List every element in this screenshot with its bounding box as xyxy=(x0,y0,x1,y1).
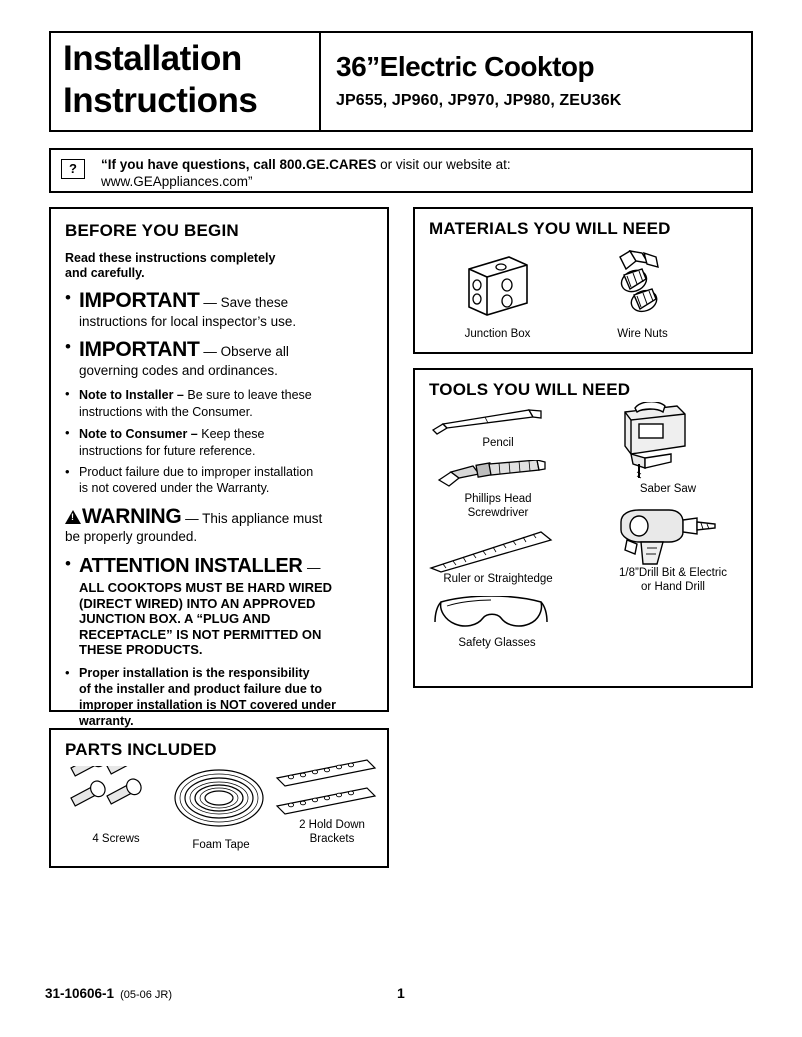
tools-label-safety-glasses: Safety Glasses xyxy=(458,637,536,649)
product-title: 36”Electric Cooktop xyxy=(336,51,595,82)
attention-installer-block xyxy=(65,555,375,658)
wire-nuts-icon xyxy=(600,249,680,321)
parts-label-brackets-line1: 2 Hold Down xyxy=(299,819,365,831)
footer-revision: (05-06 JR) xyxy=(120,989,173,1001)
before-you-begin-panel xyxy=(49,207,389,728)
note-consumer-label: Note to Consumer – xyxy=(79,427,198,441)
pencil-icon xyxy=(429,408,549,436)
important-rest-1: Save these xyxy=(216,295,289,310)
warning-text: This appliance must xyxy=(198,511,323,526)
parts-panel xyxy=(49,728,389,868)
note-installer-text: Be sure to leave these xyxy=(183,388,312,402)
footer-code: 31-10606-1 xyxy=(45,986,115,1001)
attention-caps-line-2: (DIRECT WIRED) INTO AN APPROVED xyxy=(79,595,316,611)
bullet-icon: • xyxy=(65,464,70,479)
questions-website: www.GEAppliances.com” xyxy=(101,174,253,189)
proper-install-line-2: of the installer and product failure due to xyxy=(79,681,323,696)
screwdriver-icon xyxy=(433,460,553,494)
product-failure-line2: is not covered under the Warranty. xyxy=(79,481,270,495)
tools-label-drill-line2: or Hand Drill xyxy=(641,581,705,593)
bullet-icon: • xyxy=(65,554,71,573)
header-title-block xyxy=(51,33,321,130)
tools-label-saber-saw: Saber Saw xyxy=(639,483,697,495)
before-subtitle-line2: and carefully. xyxy=(65,266,145,280)
before-you-begin-title: BEFORE YOU BEGIN xyxy=(65,221,239,240)
tools-label-pencil: Pencil xyxy=(482,437,514,449)
materials-label-wire-nuts: Wire Nuts xyxy=(617,328,668,340)
list-item xyxy=(65,289,375,330)
attention-installer-title: ATTENTION INSTALLER xyxy=(79,555,303,577)
parts-label-brackets-line2: Brackets xyxy=(309,833,355,845)
note-installer-label: Note to Installer – xyxy=(79,388,184,402)
bullet-icon: • xyxy=(65,386,70,401)
warning-block xyxy=(65,505,375,545)
warning-triangle-icon xyxy=(65,510,81,524)
note-installer-cont: instructions with the Consumer. xyxy=(79,405,253,419)
materials-panel xyxy=(413,207,753,354)
questions-text-bold: “If you have questions, call 800.GE.CARES xyxy=(101,157,377,172)
tools-label-ruler: Ruler or Straightedge xyxy=(443,573,553,585)
document-header xyxy=(49,31,753,132)
important-rest-2: Observe all xyxy=(216,344,289,359)
header-title-line2: Instructions xyxy=(63,81,258,120)
list-item xyxy=(65,464,375,496)
important-dash-2: — xyxy=(199,344,217,359)
warning-dash: — xyxy=(181,511,199,526)
parts-title: PARTS INCLUDED xyxy=(65,740,217,759)
product-failure-line1: Product failure due to improper installation xyxy=(79,465,314,479)
question-mark-icon: ? xyxy=(61,159,85,179)
attention-caps-line-4: RECEPTACLE” IS NOT PERMITTED ON xyxy=(79,626,322,642)
tools-panel xyxy=(413,368,753,688)
questions-text-rest: or visit our website at: xyxy=(376,157,511,172)
tools-label-drill-line1: 1/8”Drill Bit & Electric xyxy=(619,567,727,579)
important-label-1: IMPORTANT xyxy=(79,289,200,312)
hold-down-brackets-icon xyxy=(273,758,383,820)
document-footer xyxy=(45,985,757,1007)
foam-tape-icon xyxy=(171,766,271,830)
materials-label-junction-box: Junction Box xyxy=(464,328,531,340)
important-cont-1: instructions for local inspector’s use. xyxy=(79,314,297,329)
materials-title: MATERIALS YOU WILL NEED xyxy=(429,219,671,238)
tools-label-screwdriver-line2: Screwdriver xyxy=(467,507,529,519)
ruler-icon xyxy=(425,528,565,574)
list-item xyxy=(65,338,375,379)
bullet-icon: • xyxy=(65,288,71,307)
safety-glasses-icon xyxy=(433,596,553,636)
note-consumer-text: Keep these xyxy=(197,427,265,441)
questions-text xyxy=(101,156,743,190)
proper-install-line-1: Proper installation is the responsibility xyxy=(79,665,310,680)
page-number: 1 xyxy=(397,985,405,1001)
drill-icon xyxy=(611,504,731,570)
list-item xyxy=(65,425,375,459)
attention-caps-line-5: THESE PRODUCTS. xyxy=(79,642,203,657)
list-item xyxy=(65,665,375,729)
list-item xyxy=(65,386,375,420)
parts-label-screws: 4 Screws xyxy=(92,833,140,845)
product-models: JP655, JP960, JP970, JP980, ZEU36K xyxy=(336,92,622,109)
important-dash-1: — xyxy=(199,295,217,310)
questions-callout xyxy=(49,148,753,193)
screws-icon xyxy=(67,766,163,828)
warning-cont: be properly grounded. xyxy=(65,529,198,544)
bullet-icon: • xyxy=(65,425,70,440)
bullet-icon: • xyxy=(65,337,71,356)
attention-caps-line-1: ALL COOKTOPS MUST BE HARD WIRED xyxy=(79,580,333,595)
saber-saw-icon xyxy=(611,402,721,482)
tools-label-screwdriver-line1: Phillips Head xyxy=(464,493,532,505)
header-title-line1: Installation xyxy=(63,39,242,78)
junction-box-icon xyxy=(457,251,537,321)
important-label-2: IMPORTANT xyxy=(79,338,200,361)
warning-title: WARNING xyxy=(82,505,182,528)
header-product-block xyxy=(321,33,751,130)
important-cont-2: governing codes and ordinances. xyxy=(79,363,278,378)
tools-title: TOOLS YOU WILL NEED xyxy=(429,380,631,399)
note-consumer-cont: instructions for future reference. xyxy=(79,444,256,458)
before-subtitle-line1: Read these instructions completely xyxy=(65,251,276,265)
proper-install-line-3: improper installation is NOT covered under xyxy=(79,697,336,712)
attention-caps-line-3: JUNCTION BOX. A “PLUG AND xyxy=(79,611,271,626)
parts-label-foam-tape: Foam Tape xyxy=(192,839,250,851)
attention-dash: — xyxy=(307,560,321,575)
bullet-icon: • xyxy=(65,664,70,680)
proper-install-line-4: warranty. xyxy=(79,713,134,728)
